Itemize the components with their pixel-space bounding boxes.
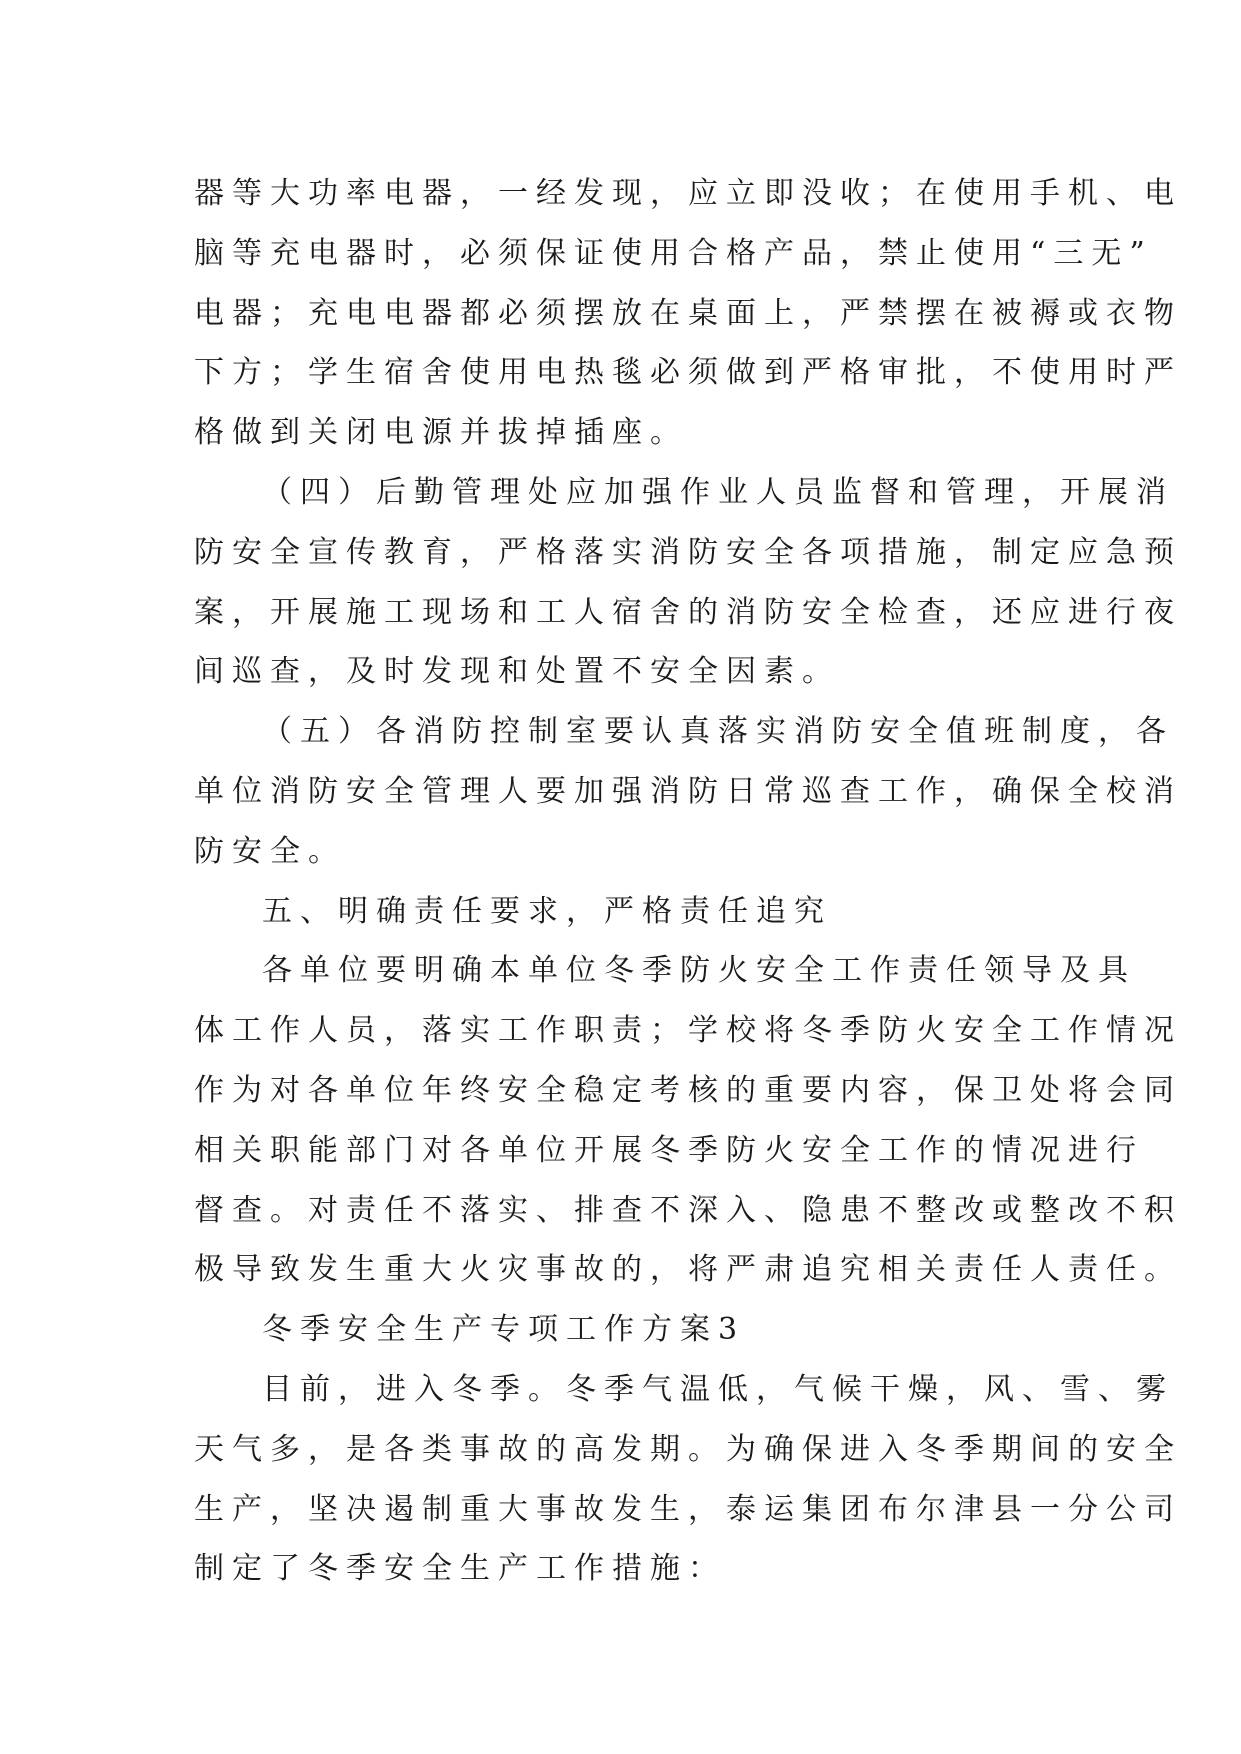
text-line: 目前，进入冬季。冬季气温低，气候干燥，风、雪、雾 bbox=[262, 1371, 1174, 1407]
text-line: 防安全。 bbox=[194, 833, 346, 869]
text-line: 单位消防安全管理人要加强消防日常巡查工作，确保全校消 bbox=[194, 773, 1182, 809]
text-line: （四）后勤管理处应加强作业人员监督和管理，开展消 bbox=[262, 474, 1174, 510]
text-line: （五）各消防控制室要认真落实消防安全值班制度，各 bbox=[262, 714, 1174, 750]
text-line: 电器；充电电器都必须摆放在桌面上，严禁摆在被褥或衣物 bbox=[194, 295, 1182, 331]
text-line: 间巡查，及时发现和处置不安全因素。 bbox=[194, 654, 840, 690]
document-body bbox=[194, 164, 1182, 1599]
section-heading: 五、明确责任要求，严格责任追究 bbox=[262, 893, 832, 929]
text-line: 案，开展施工现场和工人宿舍的消防安全检查，还应进行夜 bbox=[194, 594, 1182, 630]
text-line: 下方；学生宿舍使用电热毯必须做到严格审批，不使用时严 bbox=[194, 355, 1182, 391]
text-line: 脑等充电器时，必须保证使用合格产品，禁止使用“三无” bbox=[194, 235, 1153, 271]
text-line: 天气多，是各类事故的高发期。为确保进入冬季期间的安全 bbox=[194, 1431, 1182, 1467]
text-line: 器等大功率电器，一经发现，应立即没收；在使用手机、电 bbox=[194, 176, 1182, 211]
text-line: 极导致发生重大火灾事故的，将严肃追究相关责任人责任。 bbox=[194, 1252, 1182, 1288]
plan-title: 冬季安全生产专项工作方案3 bbox=[262, 1312, 746, 1348]
text-line: 督查。对责任不落实、排查不深入、隐患不整改或整改不积 bbox=[194, 1192, 1182, 1228]
text-line: 相关职能部门对各单位开展冬季防火安全工作的情况进行 bbox=[194, 1132, 1144, 1168]
text-line: 体工作人员，落实工作职责；学校将冬季防火安全工作情况 bbox=[194, 1013, 1182, 1049]
text-line: 格做到关闭电源并拔掉插座。 bbox=[194, 415, 688, 451]
text-line: 防安全宣传教育，严格落实消防安全各项措施，制定应急预 bbox=[194, 534, 1182, 570]
text-line: 各单位要明确本单位冬季防火安全工作责任领导及具 bbox=[262, 953, 1136, 989]
text-line: 生产，坚决遏制重大事故发生，泰运集团布尔津县一分公司 bbox=[194, 1491, 1182, 1527]
text-line: 作为对各单位年终安全稳定考核的重要内容，保卫处将会同 bbox=[194, 1072, 1182, 1108]
text-line: 制定了冬季安全生产工作措施： bbox=[194, 1551, 726, 1587]
